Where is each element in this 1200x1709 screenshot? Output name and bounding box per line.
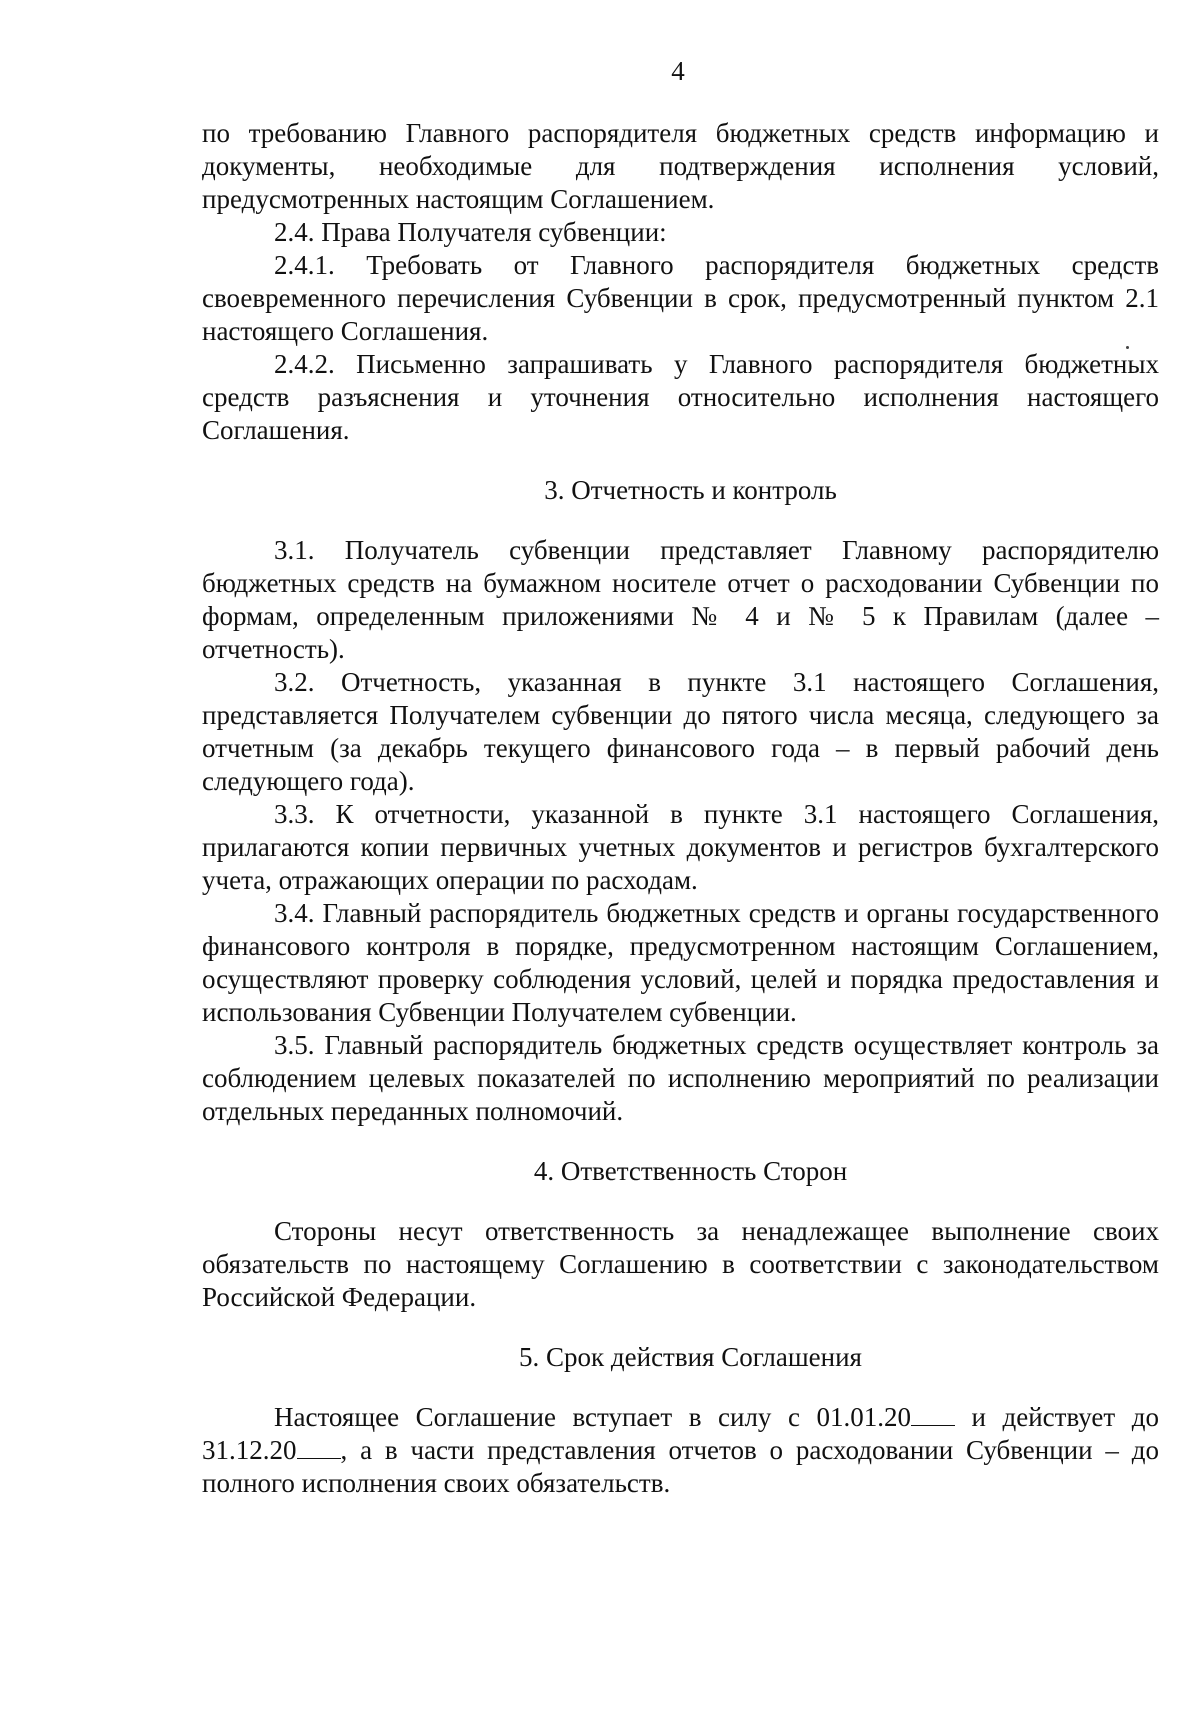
spacer (202, 507, 1159, 534)
paragraph-5-1 (202, 1401, 1159, 1500)
year-blank-start (911, 1403, 955, 1426)
paragraph-4-1: Стороны несут ответственность за ненадлежащее выполнение своих обязательств по настоящему Соглашению в соответствии с законодательством Российской Федерации. (202, 1216, 1159, 1312)
paragraph-3-2: 3.2. Отчетность, указанная в пункте 3.1 настоящего Соглашения, представляется Получателем субвенции до пятого числа месяца, следующего за отчетным (за декабрь текущего финансового года – в первый рабочий день следующего года). (202, 667, 1159, 796)
section-3-heading: 3. Отчетность и контроль (544, 475, 837, 505)
document-body (202, 117, 1159, 1500)
paragraph-2-4-2: 2.4.2. Письменно запрашивать у Главного распорядителя бюджетных средств разъяснения и уточнения относительно исполнения настоящего Соглашения. (202, 349, 1159, 445)
paragraph-3-5: 3.5. Главный распорядитель бюджетных средств осуществляет контроль за соблюдением целевых показателей по исполнению мероприятий по реализации отдельных переданных полномочий. (202, 1030, 1159, 1126)
year-blank-end (297, 1436, 341, 1459)
paragraph-3-4: 3.4. Главный распорядитель бюджетных средств и органы государственного финансового контроля в порядке, предусмотренном настоящим Соглашением, осуществляют проверку соблюдения условий, целей и порядка предоставления и использования Субвенции Получателем субвенции. (202, 898, 1159, 1027)
section-5-heading: 5. Срок действия Соглашения (519, 1342, 862, 1372)
continuation-paragraph: по требованию Главного распорядителя бюджетных средств информацию и документы, необходимые для подтверждения исполнения условий, предусмотренных настоящим Соглашением. (202, 118, 1159, 214)
validity-text-end: , а в части представления отчетов о расходовании Субвенции – до полного исполнения своих обязательств. (202, 1435, 1159, 1498)
spacer (202, 447, 1159, 474)
scan-speck (1126, 346, 1129, 349)
section-4-heading: 4. Ответственность Сторон (533, 1156, 848, 1186)
validity-text-start: Настоящее Соглашение вступает в силу с 01.01.20 (274, 1402, 911, 1432)
paragraph-2-4: 2.4. Права Получателя субвенции: (274, 217, 667, 247)
page-number: 4 (671, 56, 685, 86)
spacer (202, 1314, 1159, 1341)
paragraph-3-1: 3.1. Получатель субвенции представляет Главному распорядителю бюджетных средств на бумажном носителе отчет о расходовании Субвенции по формам, определенным приложениями № 4 и № 5 к Правилам (далее – отчетность). (202, 535, 1159, 664)
spacer (202, 1188, 1159, 1215)
validity-text-middle: и действует до 31.12.20 (202, 1402, 1159, 1465)
spacer (202, 1128, 1159, 1155)
paragraph-3-3: 3.3. К отчетности, указанной в пункте 3.1 настоящего Соглашения, прилагаются копии первичных учетных документов и регистров бухгалтерского учета, отражающих операции по расходам. (202, 799, 1159, 895)
paragraph-2-4-1: 2.4.1. Требовать от Главного распорядителя бюджетных средств своевременного перечисления Субвенции в срок, предусмотренный пунктом 2.1 настоящего Соглашения. (202, 250, 1159, 346)
spacer (202, 1374, 1159, 1401)
